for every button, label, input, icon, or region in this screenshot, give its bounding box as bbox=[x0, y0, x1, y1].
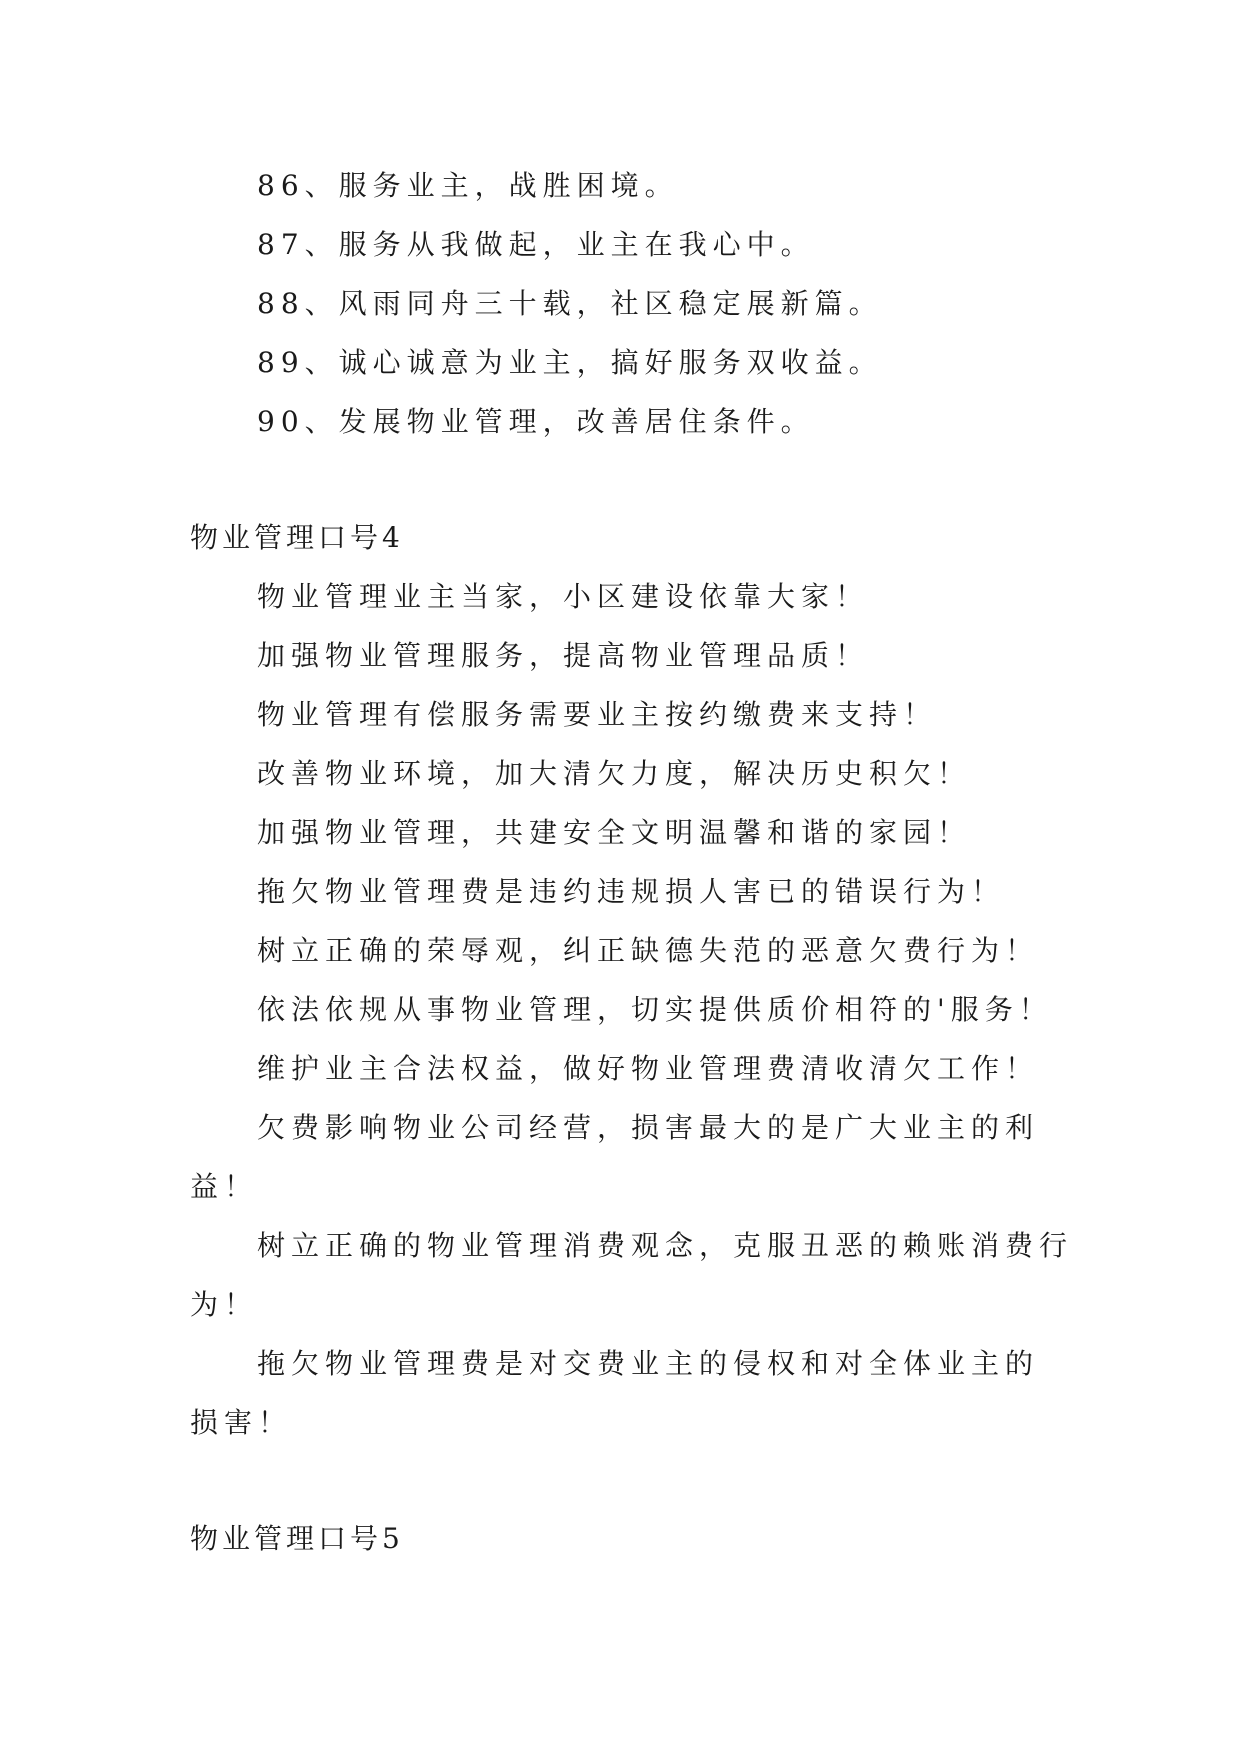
list-item: 89、诚心诚意为业主，搞好服务双收益。 bbox=[257, 346, 883, 379]
list-item: 88、风雨同舟三十载，社区稳定展新篇。 bbox=[257, 287, 883, 320]
list-item: 86、服务业主，战胜困境。 bbox=[257, 169, 679, 202]
wrapped-slogan-continuation: 损害！ bbox=[190, 1406, 293, 1439]
slogan-line: 拖欠物业管理费是违约违规损人害已的错误行为！ bbox=[257, 875, 1006, 908]
list-item: 90、发展物业管理，改善居住条件。 bbox=[257, 405, 815, 438]
slogan-line: 物业管理有偿服务需要业主按约缴费来支持！ bbox=[257, 698, 938, 731]
list-item: 87、服务从我做起，业主在我心中。 bbox=[257, 228, 815, 261]
slogan-line: 加强物业管理服务，提高物业管理品质！ bbox=[257, 639, 870, 672]
slogan-line: 物业管理业主当家，小区建设依靠大家！ bbox=[257, 580, 870, 613]
wrapped-slogan-continuation: 益！ bbox=[190, 1170, 259, 1203]
slogan-line: 改善物业环境，加大清欠力度，解决历史积欠！ bbox=[257, 757, 972, 790]
slogan-line: 维护业主合法权益，做好物业管理费清收清欠工作！ bbox=[257, 1052, 1040, 1085]
wrapped-slogan-line: 拖欠物业管理费是对交费业主的侵权和对全体业主的 bbox=[257, 1347, 1040, 1380]
wrapped-slogan-line: 树立正确的物业管理消费观念，克服丑恶的赖账消费行 bbox=[257, 1229, 1074, 1262]
slogan-line: 树立正确的荣辱观，纠正缺德失范的恶意欠费行为！ bbox=[257, 934, 1040, 967]
slogan-line: 加强物业管理，共建安全文明温馨和谐的家园！ bbox=[257, 816, 972, 849]
wrapped-slogan-continuation: 为！ bbox=[190, 1288, 259, 1321]
slogan-line: 依法依规从事物业管理，切实提供质价相符的'服务！ bbox=[257, 993, 1053, 1026]
section-heading: 物业管理口号4 bbox=[190, 521, 404, 554]
wrapped-slogan-line: 欠费影响物业公司经营，损害最大的是广大业主的利 bbox=[257, 1111, 1040, 1144]
section-heading: 物业管理口号5 bbox=[190, 1522, 404, 1555]
